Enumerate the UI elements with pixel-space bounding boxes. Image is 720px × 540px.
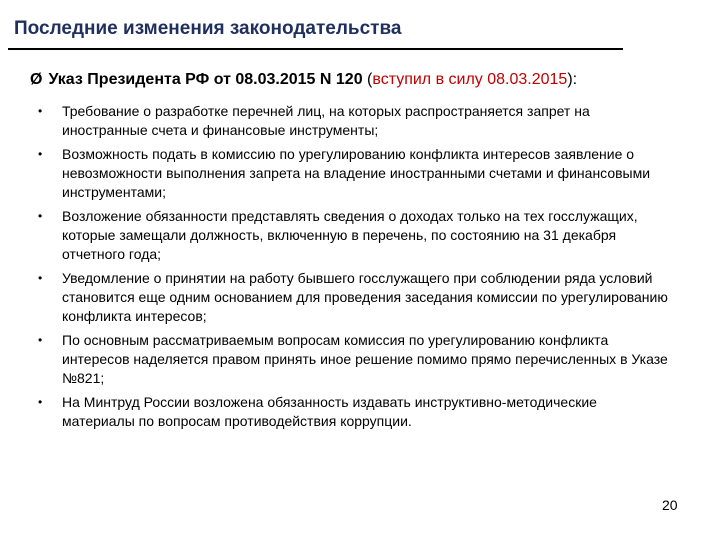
change-list [0, 102, 720, 436]
bullet-icon: • [38, 395, 43, 409]
list-item-text: Уведомление о принятии на работу бывшего госслужащего при соблюдении ряда условий становится еще одним основанием для проведения заседания комиссии по урегулированию конфликта интересов; [62, 270, 668, 324]
bullet-icon: • [38, 104, 43, 118]
title-divider [8, 48, 623, 50]
list-item-text: Возложение обязанности представлять сведения о доходах только на тех госслужащих, которые замещали должность, включенную в перечень, по состоянию на 31 декабря отчетного года; [62, 208, 638, 262]
list-item [0, 102, 672, 140]
bullet-icon: • [38, 333, 43, 347]
headline [30, 70, 700, 90]
list-item [0, 207, 672, 264]
list-item-text: На Минтруд России возложена обязанность издавать инструктивно-методические материалы по вопросам противодействия коррупции. [62, 394, 597, 429]
headline-paren-close: ): [567, 71, 578, 88]
list-item-text: Возможность подать в комиссию по урегулированию конфликта интересов заявление о невозможности выполнения запрета на владение иностранными счетами и финансовыми инструментами; [62, 146, 651, 200]
headline-paren-open: ( [367, 71, 373, 88]
list-item [0, 269, 672, 326]
page-number: 20 [662, 497, 678, 513]
list-item [0, 331, 672, 388]
list-item-text: По основным рассматриваемым вопросам комиссия по урегулированию конфликта интересов наделяется правом принять иное решение помимо прямо перечисленных в Указе №821; [62, 332, 668, 386]
headline-lead: Указ Президента РФ от 08.03.2015 N 120 [48, 71, 368, 88]
bullet-icon: • [38, 271, 43, 285]
slide-title: Последние изменения законодательства [14, 18, 402, 39]
list-item [0, 145, 672, 202]
bullet-icon: • [38, 209, 43, 223]
arrow-bullet-icon: Ø [30, 71, 43, 88]
list-item-text: Требование о разработке перечней лиц, на которых распространяется запрет на иностранные счета и финансовые инструменты; [62, 103, 590, 138]
headline-effective-date: вступил в силу 08.03.2015 [372, 71, 568, 88]
bullet-icon: • [38, 147, 43, 161]
list-item [0, 393, 672, 431]
